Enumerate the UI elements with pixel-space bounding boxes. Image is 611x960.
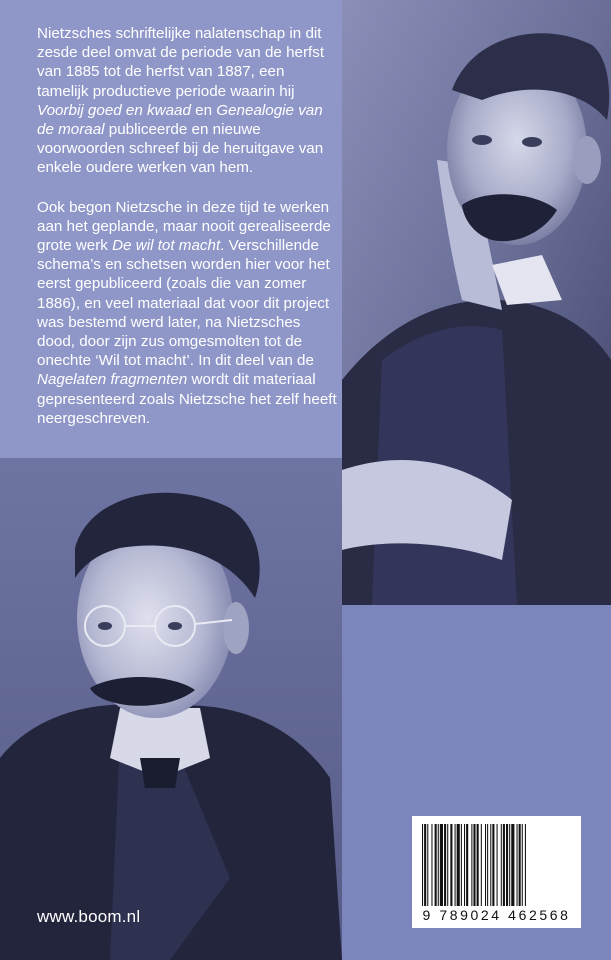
book-title-voorbij-goed-en-kwaad: Voorbij goed en kwaad	[37, 101, 191, 119]
barcode-bar	[450, 824, 452, 906]
barcode-bar	[506, 824, 508, 906]
barcode-bar	[509, 824, 510, 906]
barcode-bar	[466, 824, 468, 906]
portrait-photo-young-nietzsche	[0, 458, 342, 960]
barcode-bar	[522, 824, 523, 906]
barcode-bar	[431, 824, 432, 906]
barcode-bar	[487, 824, 488, 906]
publisher-website: www.boom.nl	[37, 907, 141, 926]
book-title-nagelaten-fragmenten: Nagelaten fragmenten	[37, 371, 188, 389]
blurb-paragraph-2	[37, 198, 337, 428]
barcode-bar	[517, 824, 518, 906]
barcode-bar	[424, 824, 426, 906]
book-title-de-wil-tot-macht: De wil tot macht	[112, 237, 221, 255]
barcode-bars	[420, 824, 573, 906]
barcode-bar	[519, 824, 521, 906]
barcode-bar	[457, 824, 460, 906]
blurb-paragraph-1	[37, 24, 337, 178]
barcode-bar	[461, 824, 462, 906]
barcode-bar	[440, 824, 443, 906]
barcode-bar	[455, 824, 456, 906]
blurb-text-run: publiceerde en nieuwe voorwoorden schreef bij de heruitgave van enkele oudere werken van hem.	[37, 121, 324, 177]
barcode-bar	[503, 824, 505, 906]
barcode-bar	[481, 824, 482, 906]
barcode-bar	[477, 824, 479, 906]
barcode-bar	[490, 824, 491, 906]
barcode-bar	[427, 824, 428, 906]
barcode-bar	[511, 824, 514, 906]
barcode-bar	[485, 824, 486, 906]
barcode-bar	[525, 824, 526, 906]
isbn-number: 9 789024 462568	[422, 907, 571, 923]
barcode-bar	[435, 824, 437, 906]
blurb-text-run: Ook begon Nietzsche in deze tijd te werken aan het geplande, maar nooit gerealiseerde grote werk	[37, 198, 331, 255]
barcode-bar	[492, 824, 494, 906]
barcode-bar	[471, 824, 472, 906]
isbn-barcode	[412, 816, 581, 928]
blurb-text-run: wordt dit materiaal gepresenteerd zoals Nietzsche het zelf heeft neergeschreven.	[37, 371, 337, 427]
barcode-bar	[473, 824, 475, 906]
blurb-panel	[0, 0, 342, 458]
barcode-bar	[464, 824, 465, 906]
portrait-illustration-top	[342, 0, 611, 605]
blurb-text-run: Nietzsches schriftelijke nalatenschap in dit zesde deel omvat de periode van de herfst van 1885 tot de herfst van 1887, een tamelijk productieve periode waarin hij	[37, 25, 325, 100]
blurb-text-run: . Verschillende schema’s en schetsen worden hier voor het eerst gepubliceerd (zoals die van zomer 1886), en veel materiaal dat voor dit project was bestemd werd later, na Nietzsches dood, door zijn zus omgesmolten tot de onechte ‘Wil tot macht’. In dit deel van de	[37, 237, 330, 370]
portrait-photo-older-nietzsche	[342, 0, 611, 605]
barcode-bar	[447, 824, 448, 906]
portrait-illustration-bottom	[0, 458, 342, 960]
barcode-bar	[501, 824, 502, 906]
barcode-bar	[438, 824, 439, 906]
blurb-text-run: en	[190, 101, 217, 119]
blurb-text	[37, 24, 337, 448]
barcode-bar	[422, 824, 423, 906]
barcode-bar	[444, 824, 446, 906]
barcode-bar	[497, 824, 498, 906]
book-title-genealogie: Genealogie van de moraal	[37, 101, 323, 139]
